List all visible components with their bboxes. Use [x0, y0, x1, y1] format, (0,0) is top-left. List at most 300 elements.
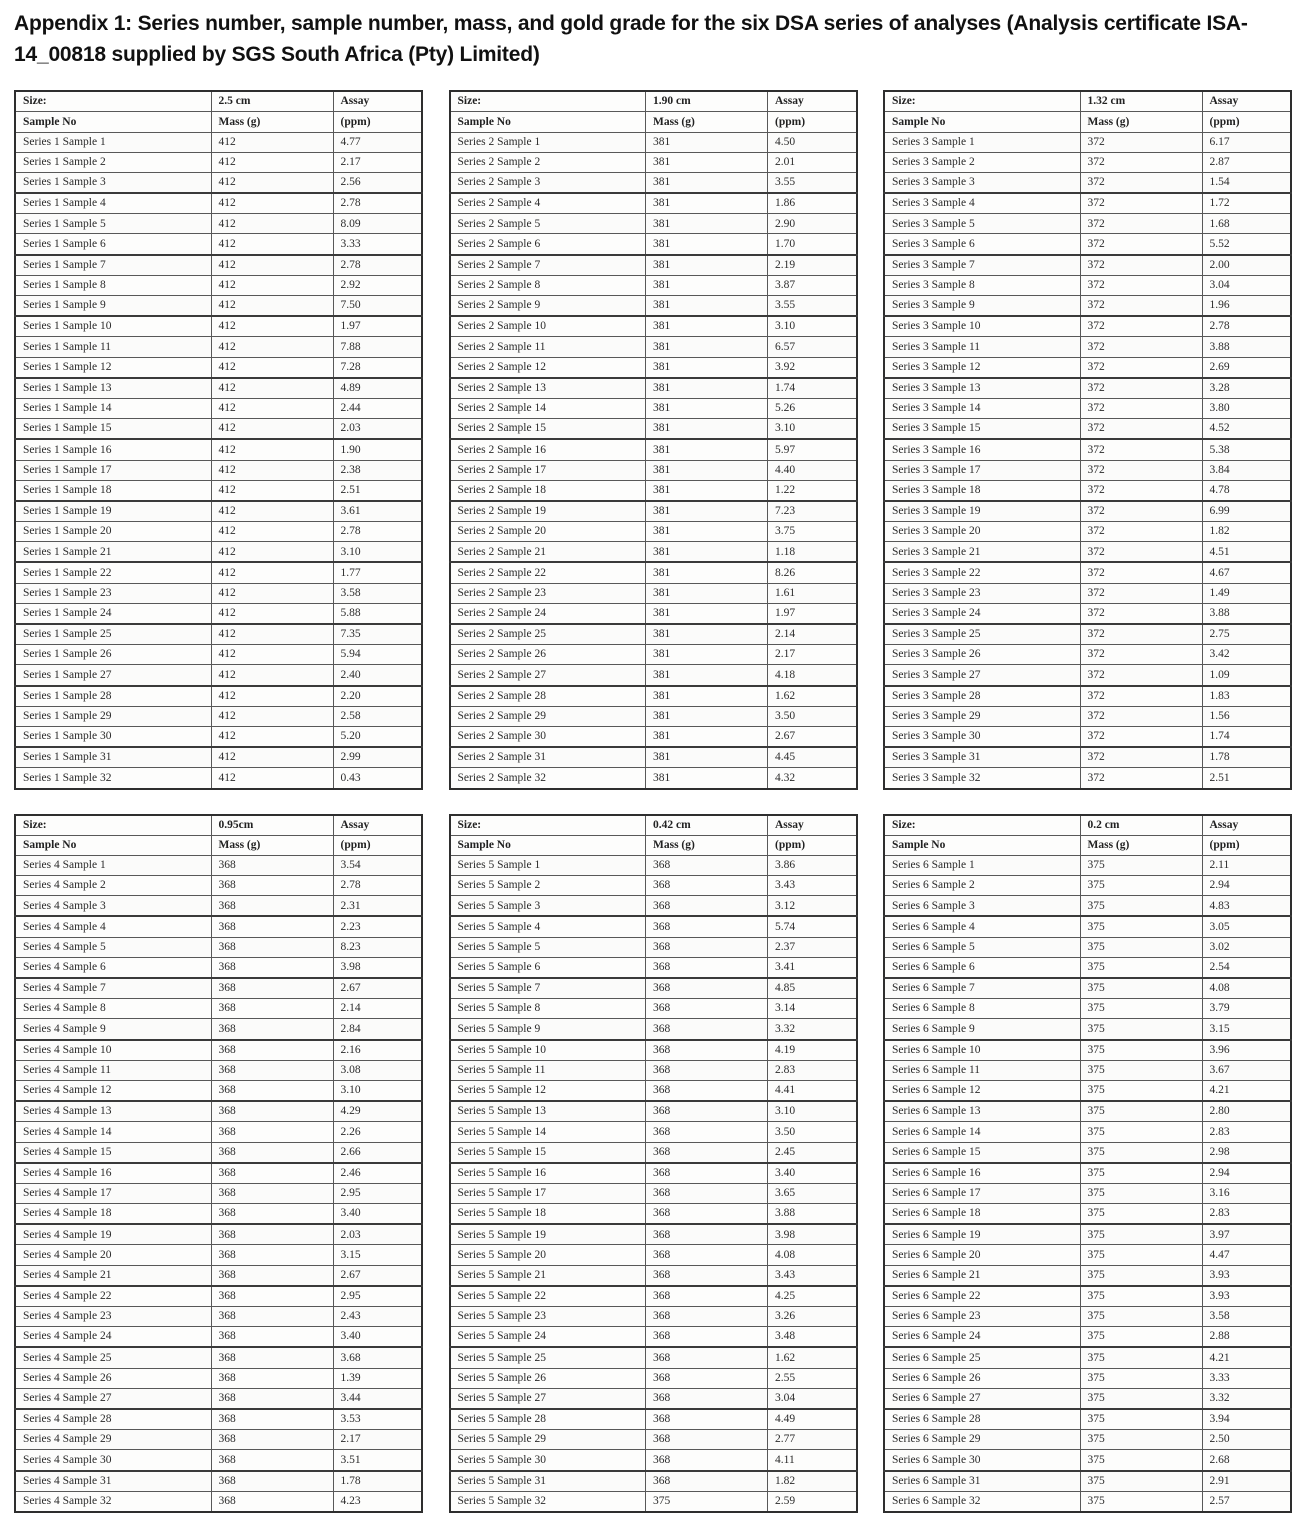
table-row: [450, 896, 857, 917]
assay-cell: 2.66: [333, 1142, 422, 1163]
table-row: [884, 876, 1291, 896]
assay-cell: 3.88: [1202, 603, 1291, 624]
sample-cell: Series 4 Sample 15: [15, 1142, 211, 1163]
assay-cell: 3.48: [768, 1327, 857, 1348]
size-value-cell: 0.95cm: [211, 815, 333, 836]
assay-cell: 3.40: [333, 1327, 422, 1348]
assay-label-cell: Assay: [333, 91, 422, 112]
mass-cell: 412: [211, 132, 333, 152]
mass-cell: 375: [1080, 876, 1202, 896]
mass-cell: 372: [1080, 419, 1202, 440]
assay-cell: 2.90: [768, 214, 857, 234]
table-row: [15, 1286, 422, 1307]
sample-cell: Series 6 Sample 13: [884, 1101, 1080, 1122]
table-row: [884, 460, 1291, 480]
series-4-table: [14, 814, 423, 1513]
table-row: [450, 876, 857, 896]
sample-cell: Series 4 Sample 3: [15, 896, 211, 917]
mass-cell: 368: [211, 916, 333, 937]
assay-cell: 2.67: [768, 726, 857, 747]
assay-cell: 2.83: [1202, 1204, 1291, 1225]
sample-cell: Series 1 Sample 4: [15, 193, 211, 214]
assay-cell: 6.57: [768, 337, 857, 357]
assay-cell: 5.52: [1202, 234, 1291, 255]
mass-cell: 381: [646, 706, 768, 726]
mass-cell: 368: [211, 1060, 333, 1080]
mass-cell: 368: [646, 1286, 768, 1307]
sample-cell: Series 1 Sample 9: [15, 296, 211, 317]
table-row: [15, 275, 422, 295]
assay-cell: 2.68: [1202, 1450, 1291, 1471]
table-row: [450, 1286, 857, 1307]
sample-cell: Series 1 Sample 24: [15, 603, 211, 624]
sample-cell: Series 6 Sample 9: [884, 1019, 1080, 1040]
table-row: [884, 603, 1291, 624]
sample-cell: Series 2 Sample 29: [450, 706, 646, 726]
sample-cell: Series 6 Sample 22: [884, 1286, 1080, 1307]
sample-cell: Series 2 Sample 17: [450, 460, 646, 480]
sample-cell: Series 2 Sample 6: [450, 234, 646, 255]
table-row: [15, 542, 422, 563]
mass-cell: 381: [646, 501, 768, 522]
table-row: [450, 1060, 857, 1080]
assay-cell: 4.77: [333, 132, 422, 152]
table-row: [450, 193, 857, 214]
table-row: [15, 214, 422, 234]
sample-cell: Series 2 Sample 22: [450, 562, 646, 583]
assay-cell: 6.17: [1202, 132, 1291, 152]
assay-cell: 4.45: [768, 747, 857, 768]
sample-cell: Series 5 Sample 18: [450, 1204, 646, 1225]
table-row: [15, 1327, 422, 1348]
mass-cell: 412: [211, 234, 333, 255]
mass-cell: 372: [1080, 726, 1202, 747]
assay-cell: 2.17: [768, 645, 857, 665]
assay-cell: 2.69: [1202, 357, 1291, 378]
sample-cell: Series 1 Sample 18: [15, 480, 211, 501]
table-row: [450, 1019, 857, 1040]
table-row: [884, 1347, 1291, 1368]
mass-cell: 412: [211, 275, 333, 295]
table-row: [15, 1430, 422, 1450]
assay-cell: 2.78: [1202, 316, 1291, 337]
assay-cell: 2.98: [1202, 1142, 1291, 1163]
sample-cell: Series 6 Sample 24: [884, 1327, 1080, 1348]
ppm-header-cell: (ppm): [768, 112, 857, 132]
table-row: [450, 603, 857, 624]
table-row: [884, 542, 1291, 563]
table-row: [15, 706, 422, 726]
sample-no-header-cell: Sample No: [450, 112, 646, 132]
sample-cell: Series 3 Sample 19: [884, 501, 1080, 522]
mass-cell: 412: [211, 214, 333, 234]
mass-cell: 368: [646, 1060, 768, 1080]
table-row: [15, 1307, 422, 1327]
assay-cell: 1.83: [1202, 686, 1291, 707]
sample-cell: Series 4 Sample 7: [15, 978, 211, 999]
assay-cell: 4.41: [768, 1080, 857, 1101]
mass-cell: 368: [646, 1388, 768, 1409]
mass-cell: 372: [1080, 172, 1202, 193]
table-header-row: [15, 815, 422, 836]
mass-cell: 375: [1080, 896, 1202, 917]
sample-cell: Series 2 Sample 7: [450, 255, 646, 276]
table-row: [884, 501, 1291, 522]
table-row: [450, 978, 857, 999]
table-row: [884, 978, 1291, 999]
table-row: [884, 316, 1291, 337]
mass-cell: 375: [1080, 1491, 1202, 1512]
sample-cell: Series 1 Sample 25: [15, 624, 211, 645]
sample-cell: Series 5 Sample 30: [450, 1450, 646, 1471]
table-row: [15, 234, 422, 255]
sample-cell: Series 3 Sample 15: [884, 419, 1080, 440]
sample-cell: Series 4 Sample 23: [15, 1307, 211, 1327]
assay-cell: 1.74: [768, 378, 857, 399]
table-row: [15, 1122, 422, 1142]
sample-cell: Series 3 Sample 22: [884, 562, 1080, 583]
assay-cell: 2.84: [333, 1019, 422, 1040]
sample-cell: Series 6 Sample 29: [884, 1430, 1080, 1450]
sample-cell: Series 3 Sample 13: [884, 378, 1080, 399]
table-row: [884, 275, 1291, 295]
sample-cell: Series 1 Sample 5: [15, 214, 211, 234]
table-row: [15, 1163, 422, 1184]
sample-cell: Series 3 Sample 18: [884, 480, 1080, 501]
assay-cell: 1.22: [768, 480, 857, 501]
mass-cell: 368: [646, 1265, 768, 1286]
sample-cell: Series 5 Sample 6: [450, 957, 646, 978]
mass-cell: 375: [1080, 1388, 1202, 1409]
mass-cell: 381: [646, 686, 768, 707]
sample-cell: Series 3 Sample 3: [884, 172, 1080, 193]
mass-cell: 368: [211, 1019, 333, 1040]
sample-cell: Series 6 Sample 20: [884, 1245, 1080, 1265]
table-row: [15, 1347, 422, 1368]
sample-cell: Series 6 Sample 30: [884, 1450, 1080, 1471]
assay-cell: 2.50: [1202, 1430, 1291, 1450]
table-row: [884, 234, 1291, 255]
sample-cell: Series 1 Sample 6: [15, 234, 211, 255]
sample-cell: Series 6 Sample 17: [884, 1183, 1080, 1203]
series-2-table: [449, 90, 858, 789]
sample-no-header-cell: Sample No: [884, 112, 1080, 132]
sample-cell: Series 3 Sample 17: [884, 460, 1080, 480]
table-row: [884, 1204, 1291, 1225]
table-row: [15, 1080, 422, 1101]
assay-cell: 3.61: [333, 501, 422, 522]
assay-cell: 1.70: [768, 234, 857, 255]
table-row: [15, 583, 422, 603]
assay-cell: 2.78: [333, 522, 422, 542]
series-6-table-wrap: [883, 814, 1290, 1513]
assay-cell: 2.99: [333, 747, 422, 768]
mass-cell: 375: [1080, 1163, 1202, 1184]
mass-cell: 381: [646, 316, 768, 337]
table-row: [884, 255, 1291, 276]
assay-cell: 3.04: [1202, 275, 1291, 295]
assay-cell: 2.67: [333, 1265, 422, 1286]
assay-cell: 2.83: [768, 1060, 857, 1080]
table-row: [450, 378, 857, 399]
assay-cell: 3.43: [768, 1265, 857, 1286]
sample-cell: Series 4 Sample 32: [15, 1491, 211, 1512]
sample-no-header-cell: Sample No: [884, 835, 1080, 855]
mass-cell: 412: [211, 152, 333, 172]
table-row: [15, 1142, 422, 1163]
mass-cell: 368: [211, 1347, 333, 1368]
table-row: [450, 1080, 857, 1101]
mass-cell: 372: [1080, 296, 1202, 317]
table-row: [15, 522, 422, 542]
table-row: [884, 726, 1291, 747]
sample-cell: Series 2 Sample 3: [450, 172, 646, 193]
assay-cell: 3.42: [1202, 645, 1291, 665]
mass-cell: 368: [211, 1409, 333, 1430]
sample-cell: Series 2 Sample 5: [450, 214, 646, 234]
sample-cell: Series 5 Sample 14: [450, 1122, 646, 1142]
mass-cell: 372: [1080, 665, 1202, 686]
assay-cell: 8.09: [333, 214, 422, 234]
sample-cell: Series 2 Sample 20: [450, 522, 646, 542]
mass-cell: 381: [646, 603, 768, 624]
table-row: [450, 1163, 857, 1184]
table-row: [15, 1491, 422, 1512]
mass-cell: 368: [211, 1122, 333, 1142]
sample-cell: Series 5 Sample 12: [450, 1080, 646, 1101]
assay-cell: 3.58: [333, 583, 422, 603]
mass-cell: 381: [646, 255, 768, 276]
assay-cell: 3.16: [1202, 1183, 1291, 1203]
mass-cell: 412: [211, 419, 333, 440]
sample-cell: Series 5 Sample 10: [450, 1040, 646, 1061]
sample-cell: Series 6 Sample 28: [884, 1409, 1080, 1430]
table-row: [450, 419, 857, 440]
table-row: [884, 896, 1291, 917]
sample-cell: Series 2 Sample 2: [450, 152, 646, 172]
mass-cell: 412: [211, 706, 333, 726]
mass-cell: 368: [646, 957, 768, 978]
assay-cell: 3.86: [768, 855, 857, 875]
assay-cell: 2.95: [333, 1183, 422, 1203]
mass-cell: 368: [211, 1286, 333, 1307]
table-row: [15, 501, 422, 522]
sample-cell: Series 6 Sample 32: [884, 1491, 1080, 1512]
mass-cell: 381: [646, 747, 768, 768]
assay-cell: 7.23: [768, 501, 857, 522]
table-row: [15, 357, 422, 378]
assay-cell: 1.54: [1202, 172, 1291, 193]
sample-cell: Series 3 Sample 10: [884, 316, 1080, 337]
table-row: [884, 1224, 1291, 1245]
size-label-cell: Size:: [450, 91, 646, 112]
mass-cell: 375: [1080, 1245, 1202, 1265]
sample-cell: Series 3 Sample 26: [884, 645, 1080, 665]
mass-cell: 375: [1080, 1327, 1202, 1348]
mass-cell: 375: [1080, 978, 1202, 999]
sample-cell: Series 3 Sample 2: [884, 152, 1080, 172]
table-row: [884, 132, 1291, 152]
table-row: [15, 1245, 422, 1265]
assay-cell: 1.09: [1202, 665, 1291, 686]
mass-cell: 412: [211, 480, 333, 501]
table-row: [884, 957, 1291, 978]
mass-cell: 381: [646, 132, 768, 152]
sample-cell: Series 4 Sample 2: [15, 876, 211, 896]
table-row: [884, 357, 1291, 378]
table-row: [884, 645, 1291, 665]
series-6-table: [883, 814, 1292, 1513]
table-row: [884, 1430, 1291, 1450]
assay-cell: 3.10: [333, 1080, 422, 1101]
table-header-row: [884, 835, 1291, 855]
mass-cell: 372: [1080, 316, 1202, 337]
assay-cell: 2.11: [1202, 855, 1291, 875]
table-row: [884, 1142, 1291, 1163]
mass-cell: 375: [1080, 1060, 1202, 1080]
assay-cell: 4.19: [768, 1040, 857, 1061]
table-row: [15, 1265, 422, 1286]
table-row: [15, 193, 422, 214]
assay-cell: 3.15: [1202, 1019, 1291, 1040]
table-row: [15, 876, 422, 896]
ppm-header-cell: (ppm): [1202, 835, 1291, 855]
size-label-cell: Size:: [884, 815, 1080, 836]
size-value-cell: 0.2 cm: [1080, 815, 1202, 836]
sample-cell: Series 6 Sample 31: [884, 1471, 1080, 1492]
table-header-row: [450, 835, 857, 855]
sample-cell: Series 5 Sample 25: [450, 1347, 646, 1368]
table-row: [450, 1204, 857, 1225]
table-row: [15, 603, 422, 624]
table-row: [450, 316, 857, 337]
table-row: [884, 583, 1291, 603]
mass-cell: 372: [1080, 686, 1202, 707]
table-row: [450, 624, 857, 645]
table-row: [15, 665, 422, 686]
sample-cell: Series 5 Sample 23: [450, 1307, 646, 1327]
sample-cell: Series 5 Sample 16: [450, 1163, 646, 1184]
mass-cell: 368: [646, 1450, 768, 1471]
assay-cell: 0.43: [333, 768, 422, 789]
sample-cell: Series 2 Sample 12: [450, 357, 646, 378]
mass-cell: 412: [211, 501, 333, 522]
mass-cell: 375: [1080, 1040, 1202, 1061]
assay-cell: 3.51: [333, 1450, 422, 1471]
assay-cell: 4.83: [1202, 896, 1291, 917]
sample-cell: Series 3 Sample 9: [884, 296, 1080, 317]
assay-label-cell: Assay: [1202, 91, 1291, 112]
sample-cell: Series 6 Sample 21: [884, 1265, 1080, 1286]
assay-cell: 2.20: [333, 686, 422, 707]
assay-cell: 2.00: [1202, 255, 1291, 276]
mass-cell: 375: [1080, 999, 1202, 1019]
assay-cell: 2.94: [1202, 1163, 1291, 1184]
assay-cell: 3.92: [768, 357, 857, 378]
assay-cell: 2.88: [1202, 1327, 1291, 1348]
table-row: [450, 1142, 857, 1163]
mass-cell: 412: [211, 460, 333, 480]
table-row: [15, 1224, 422, 1245]
sample-cell: Series 4 Sample 20: [15, 1245, 211, 1265]
mass-cell: 368: [646, 1142, 768, 1163]
mass-cell: 375: [1080, 1450, 1202, 1471]
assay-cell: 4.21: [1202, 1347, 1291, 1368]
table-row: [884, 1060, 1291, 1080]
assay-cell: 1.68: [1202, 214, 1291, 234]
sample-cell: Series 5 Sample 15: [450, 1142, 646, 1163]
assay-cell: 2.95: [333, 1286, 422, 1307]
mass-cell: 375: [1080, 855, 1202, 875]
mass-cell: 375: [1080, 1409, 1202, 1430]
table-row: [884, 1080, 1291, 1101]
table-row: [884, 193, 1291, 214]
table-row: [15, 1019, 422, 1040]
page-title: Appendix 1: Series number, sample number, mass, and gold grade for the six DSA series of analyses (Analysis certificate ISA-14_00818 supplied by SGS South Africa (Pty) Limited): [14, 12, 1248, 67]
mass-cell: 372: [1080, 275, 1202, 295]
table-row: [15, 937, 422, 957]
table-row: [884, 1122, 1291, 1142]
tables-grid: [14, 90, 1290, 1537]
mass-cell: 375: [646, 1491, 768, 1512]
assay-cell: 3.65: [768, 1183, 857, 1203]
table-row: [450, 1368, 857, 1388]
mass-cell: 412: [211, 398, 333, 418]
assay-cell: 3.40: [333, 1204, 422, 1225]
mass-cell: 368: [211, 957, 333, 978]
table-row: [450, 937, 857, 957]
assay-cell: 3.10: [333, 542, 422, 563]
assay-cell: 1.97: [333, 316, 422, 337]
mass-cell: 368: [211, 1327, 333, 1348]
sample-cell: Series 4 Sample 1: [15, 855, 211, 875]
mass-cell: 375: [1080, 1471, 1202, 1492]
table-row: [450, 152, 857, 172]
ppm-header-cell: (ppm): [333, 835, 422, 855]
assay-cell: 3.32: [1202, 1388, 1291, 1409]
assay-cell: 2.14: [768, 624, 857, 645]
assay-cell: 5.26: [768, 398, 857, 418]
sample-cell: Series 1 Sample 7: [15, 255, 211, 276]
sample-cell: Series 2 Sample 32: [450, 768, 646, 789]
mass-cell: 368: [646, 1430, 768, 1450]
table-row: [15, 460, 422, 480]
mass-cell: 372: [1080, 378, 1202, 399]
mass-cell: 368: [646, 1019, 768, 1040]
sample-cell: Series 3 Sample 8: [884, 275, 1080, 295]
sample-cell: Series 1 Sample 2: [15, 152, 211, 172]
assay-cell: 1.86: [768, 193, 857, 214]
mass-cell: 412: [211, 726, 333, 747]
mass-cell: 368: [211, 1204, 333, 1225]
assay-label-cell: Assay: [1202, 815, 1291, 836]
sample-cell: Series 2 Sample 9: [450, 296, 646, 317]
table-row: [15, 645, 422, 665]
sample-cell: Series 6 Sample 2: [884, 876, 1080, 896]
table-row: [450, 460, 857, 480]
table-row: [15, 398, 422, 418]
table-row: [884, 1307, 1291, 1327]
sample-cell: Series 6 Sample 7: [884, 978, 1080, 999]
sample-cell: Series 2 Sample 14: [450, 398, 646, 418]
sample-cell: Series 6 Sample 19: [884, 1224, 1080, 1245]
assay-cell: 3.53: [333, 1409, 422, 1430]
assay-cell: 1.82: [768, 1471, 857, 1492]
mass-cell: 372: [1080, 562, 1202, 583]
assay-cell: 2.54: [1202, 957, 1291, 978]
mass-cell: 372: [1080, 583, 1202, 603]
series-5-table-wrap: [449, 814, 856, 1513]
